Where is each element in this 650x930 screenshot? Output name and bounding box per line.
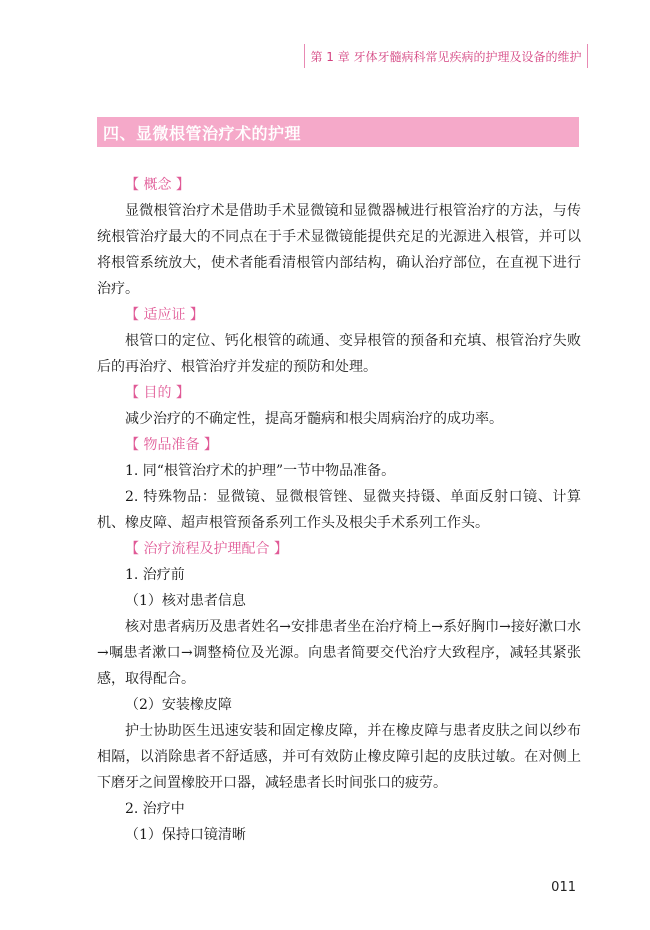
purpose-heading: 【 目的 】 <box>125 385 190 401</box>
section-title: 四、显微根管治疗术的护理 <box>97 117 579 147</box>
concept-heading: 【 概念 】 <box>125 177 190 193</box>
step-during-treatment: 2. 治疗中 <box>125 801 185 817</box>
step-before-treatment: 1. 治疗前 <box>125 567 185 583</box>
materials-heading: 【 物品准备 】 <box>125 437 218 453</box>
step-install-rubber-dam: （2）安装橡皮障 <box>125 697 232 713</box>
page-number: 011 <box>551 880 576 895</box>
indication-heading: 【 适应证 】 <box>125 307 204 323</box>
indication-paragraph: 根管口的定位、钙化根管的疏通、变异根管的预备和充填、根管治疗失败后的再治疗、根管治疗并发症的预防和处理。 <box>97 333 581 375</box>
step-verify-patient: （1）核对患者信息 <box>125 593 246 609</box>
purpose-paragraph: 减少治疗的不确定性，提高牙髓病和根尖周病治疗的成功率。 <box>125 411 503 427</box>
concept-paragraph: 显微根管治疗术是借助手术显微镜和显微器械进行根管治疗的方法，与传统根管治疗最大的不同点在于手术显微镜能提供充足的光源进入根管，并可以将根管系统放大，使术者能看清根管内部结构，确认治疗部位，在直视下进行治疗。 <box>97 203 581 297</box>
materials-item-2: 2. 特殊物品：显微镜、显微根管锉、显微夹持镊、单面反射口镜、计算机、橡皮障、超声根管预备系列工作头及根尖手术系列工作头。 <box>97 489 581 531</box>
process-heading: 【 治疗流程及护理配合 】 <box>125 541 288 557</box>
step-keep-mirror-clear: （1）保持口镜清晰 <box>125 827 246 843</box>
running-header: 第 1 章 牙体牙髓病科常见疾病的护理及设备的维护 <box>304 44 588 68</box>
verify-patient-paragraph: 核对患者病历及患者姓名→安排患者坐在治疗椅上→系好胸巾→接好漱口水→嘱患者漱口→调整椅位及光源。向患者简要交代治疗大致程序，减轻其紧张感，取得配合。 <box>97 619 581 687</box>
rubber-dam-paragraph: 护士协助医生迅速安装和固定橡皮障，并在橡皮障与患者皮肤之间以纱布相隔，以消除患者不舒适感，并可有效防止橡皮障引起的皮肤过敏。在对侧上下磨牙之间置橡胶开口器，减轻患者长时间张口的疲劳。 <box>97 723 581 791</box>
body-content <box>97 172 581 848</box>
materials-item-1: 1. 同“根管治疗术的护理”一节中物品准备。 <box>125 463 396 479</box>
